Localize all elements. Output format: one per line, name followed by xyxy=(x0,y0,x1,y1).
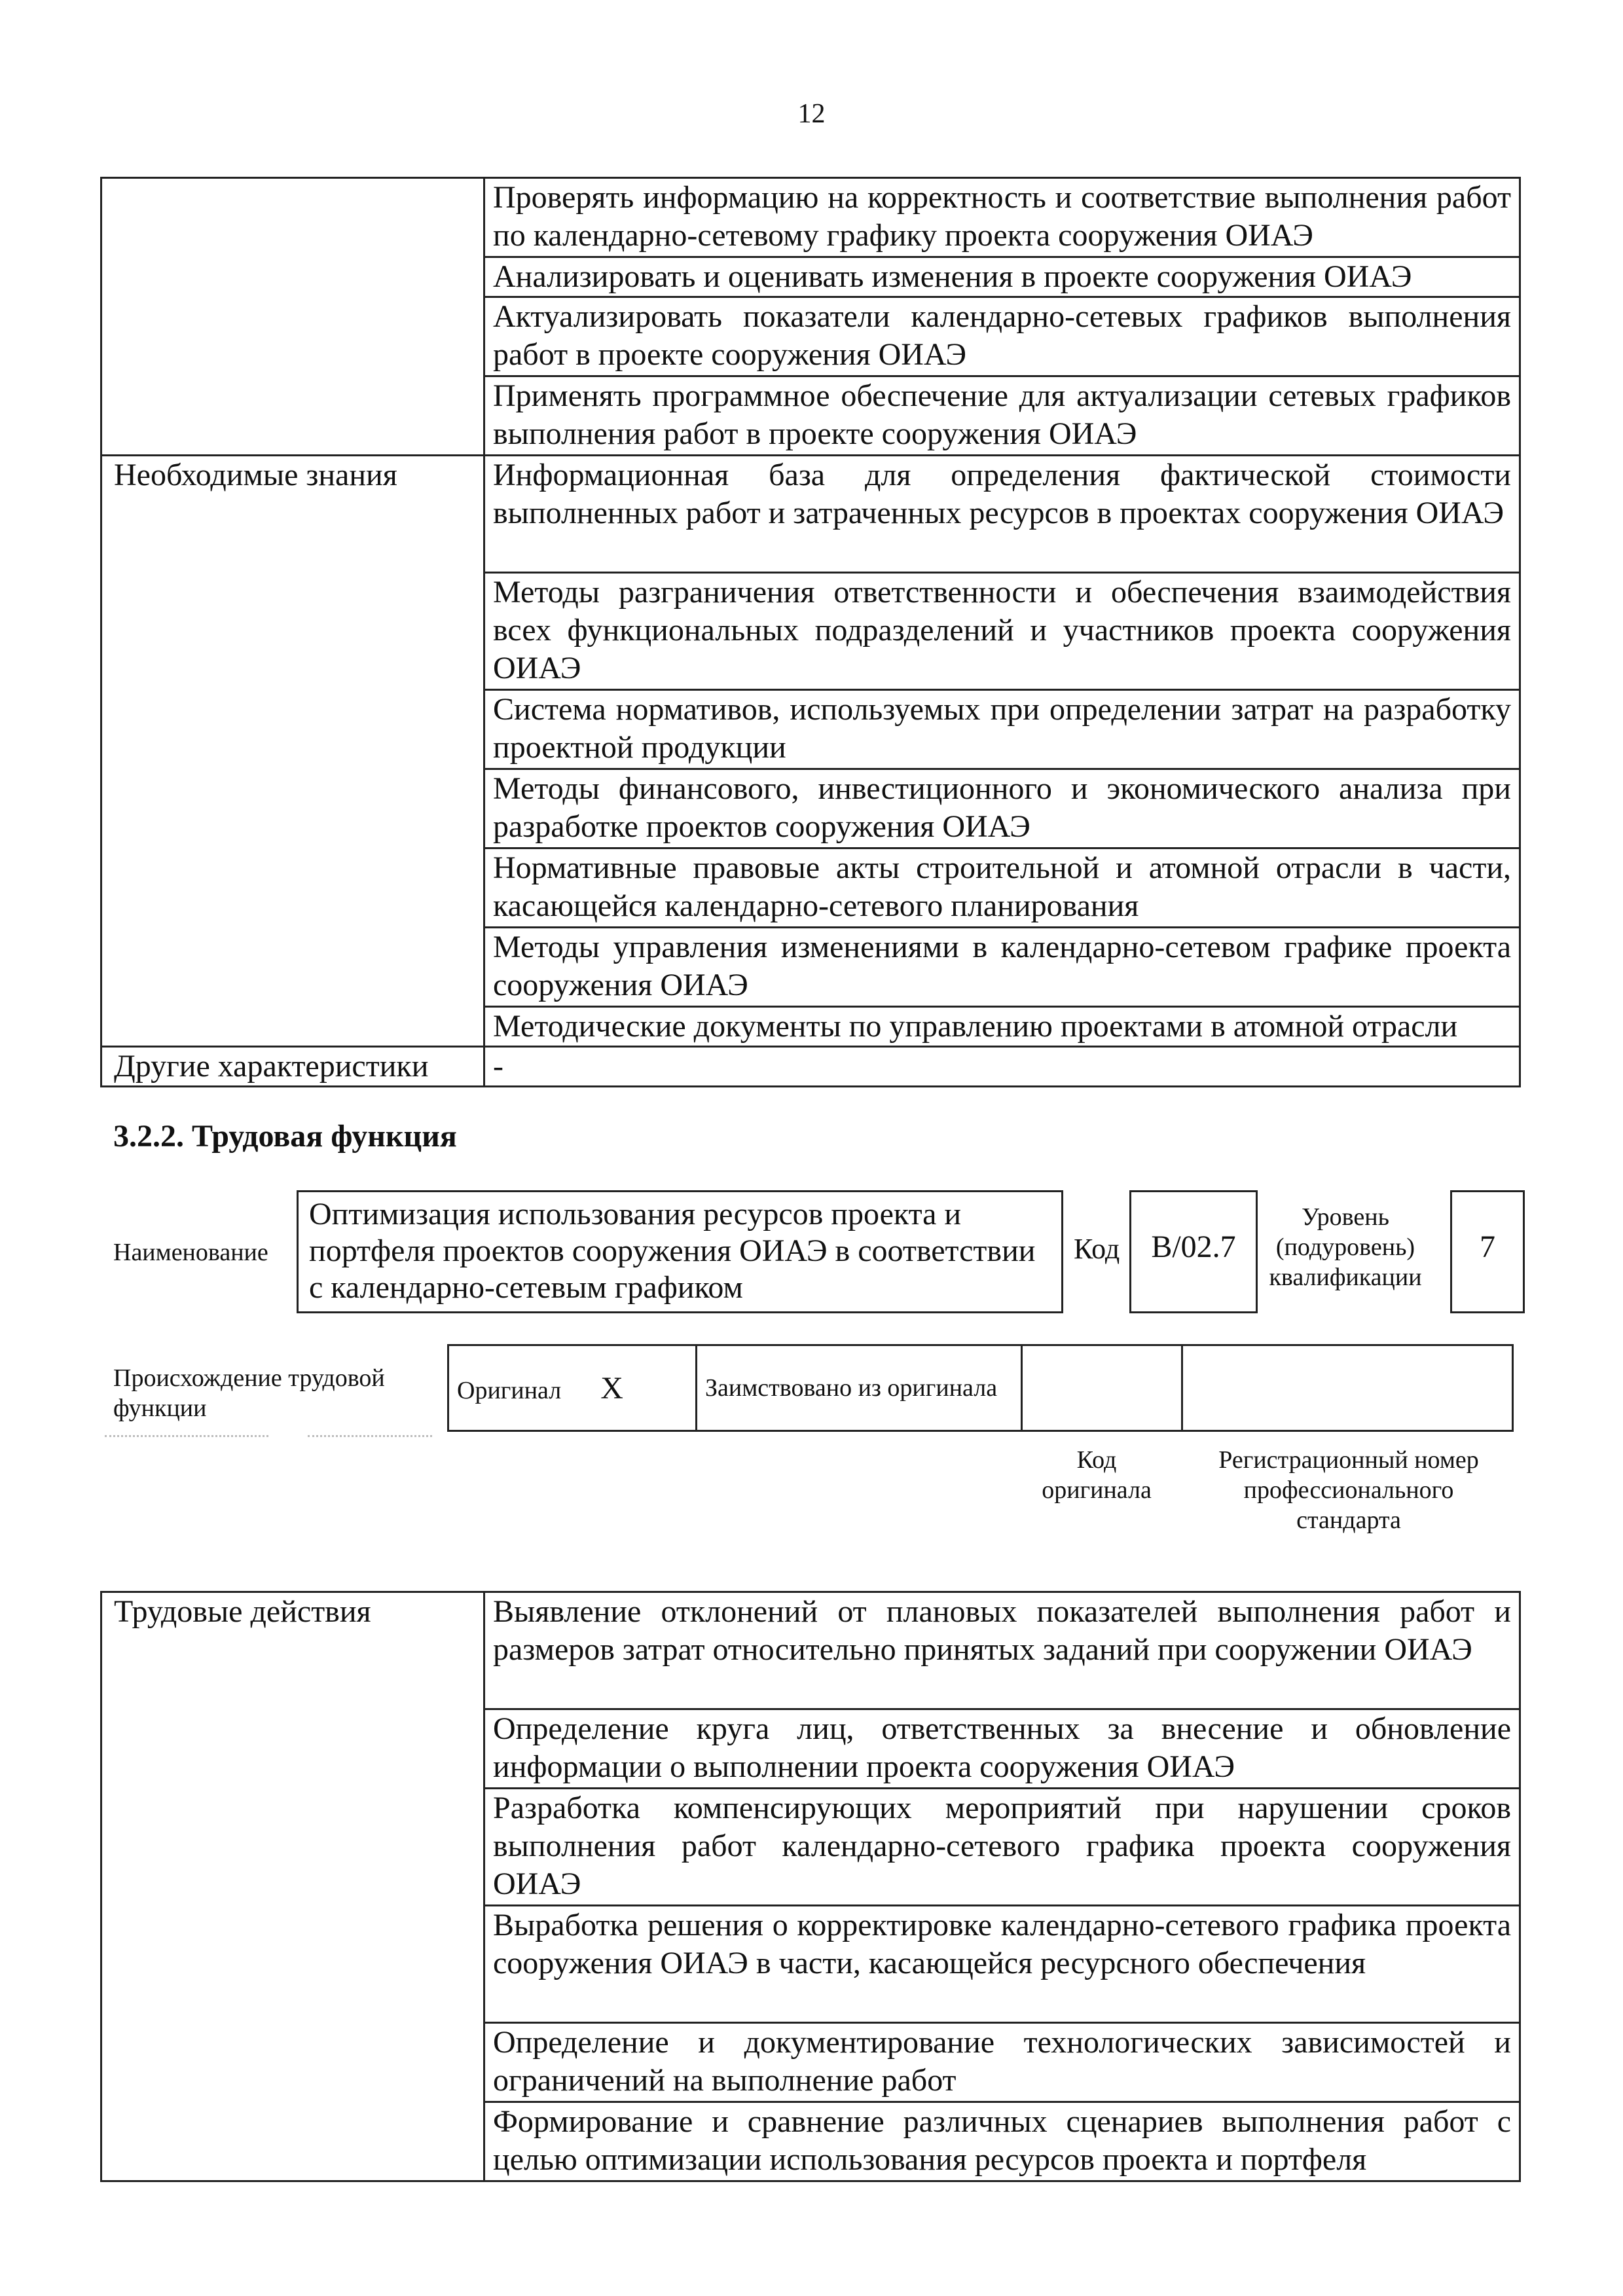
name-label: Наименование xyxy=(113,1239,268,1266)
skills-label-cell xyxy=(101,178,484,456)
original-cell xyxy=(448,1345,697,1431)
skill-item: Актуализировать показатели календарно-сетевых графиков выполнения работ в проекте сооружения ОИАЭ xyxy=(484,297,1520,376)
action-item: Определение круга лиц, ответственных за внесение и обновление информации о выполнении проекта сооружения ОИАЭ xyxy=(484,1709,1520,1789)
original-mark: X xyxy=(600,1370,623,1406)
section-title: 3.2.2. Трудовая функция xyxy=(113,1119,457,1154)
code-caption: Код оригинала xyxy=(1042,1446,1152,1504)
action-item: Выявление отклонений от плановых показателей выполнения работ и размеров затрат относительно принятых заданий при сооружении ОИАЭ xyxy=(484,1592,1520,1709)
knowledge-item: Методические документы по управлению проектами в атомной отрасли xyxy=(484,1007,1520,1047)
action-item: Формирование и сравнение различных сценариев выполнения работ с целью оптимизации использования ресурсов проекта и портфеля xyxy=(484,2102,1520,2181)
page-number: 12 xyxy=(797,99,826,129)
knowledge-item: Методы финансового, инвестиционного и экономического анализа при разработке проектов сооружения ОИАЭ xyxy=(484,769,1520,848)
original-code-cell xyxy=(1022,1345,1182,1431)
action-item: Разработка компенсирующих мероприятий при нарушении сроков выполнения работ календарно-сетевого графика проекта сооружения ОИАЭ xyxy=(484,1789,1520,1906)
level-label: Уровень (подуровень) квалификации xyxy=(1269,1203,1422,1291)
actions-table xyxy=(100,1591,1521,2182)
knowledge-item: Методы разграничения ответственности и обеспечения взаимодействия всех функциональных подразделений и участников проекта сооружения ОИАЭ xyxy=(484,573,1520,690)
origin-table xyxy=(447,1344,1514,1432)
level-box xyxy=(1450,1190,1525,1313)
skill-item: Применять программное обеспечение для актуализации сетевых графиков выполнения работ в проекте сооружения ОИАЭ xyxy=(484,376,1520,456)
table-row xyxy=(101,1592,1520,1709)
reg-number-cell xyxy=(1182,1345,1513,1431)
table-row xyxy=(101,178,1520,257)
knowledge-item: Методы управления изменениями в календарно-сетевом графике проекта сооружения ОИАЭ xyxy=(484,928,1520,1007)
skill-item: Анализировать и оценивать изменения в проекте сооружения ОИАЭ xyxy=(484,257,1520,297)
code-box xyxy=(1129,1190,1258,1313)
knowledge-label: Необходимые знания xyxy=(101,456,484,1047)
actions-label: Трудовые действия xyxy=(101,1592,484,2181)
code-label: Код xyxy=(1074,1233,1120,1265)
level-value: 7 xyxy=(1480,1230,1495,1264)
table-row xyxy=(101,1047,1520,1087)
action-item: Определение и документирование технологических зависимостей и ограничений на выполнение работ xyxy=(484,2023,1520,2102)
knowledge-item: Нормативные правовые акты строительной и атомной отрасли в части, касающейся календарно-сетевого планирования xyxy=(484,848,1520,928)
skill-item: Проверять информацию на корректность и соответствие выполнения работ по календарно-сетевому графику проекта сооружения ОИАЭ xyxy=(484,178,1520,257)
function-name-value: Оптимизация использования ресурсов проекта и портфеля проектов сооружения ОИАЭ в соответствии с календарно-сетевым графиком xyxy=(309,1197,1036,1305)
reg-caption: Регистрационный номер профессионального стандарта xyxy=(1218,1446,1479,1534)
origin-label: Происхождение трудовой функции xyxy=(113,1364,385,1422)
skills-knowledge-table xyxy=(100,177,1521,1087)
original-label: Оригинал xyxy=(457,1376,562,1404)
code-value: B/02.7 xyxy=(1151,1230,1236,1264)
action-item: Выработка решения о корректировке календарно-сетевого графика проекта сооружения ОИАЭ в части, касающейся ресурсного обеспечения xyxy=(484,1906,1520,2023)
dotted-line xyxy=(105,1435,268,1437)
borrowed-label: Заимствовано из оригинала xyxy=(697,1345,1022,1431)
dotted-line xyxy=(308,1435,432,1437)
other-label: Другие характеристики xyxy=(101,1047,484,1087)
knowledge-item: Информационная база для определения фактической стоимости выполненных работ и затраченных ресурсов в проектах сооружения ОИАЭ xyxy=(484,456,1520,573)
function-name-box xyxy=(297,1190,1063,1313)
knowledge-item: Система нормативов, используемых при определении затрат на разработку проектной продукции xyxy=(484,690,1520,769)
table-row xyxy=(101,456,1520,573)
other-value: - xyxy=(484,1047,1520,1087)
